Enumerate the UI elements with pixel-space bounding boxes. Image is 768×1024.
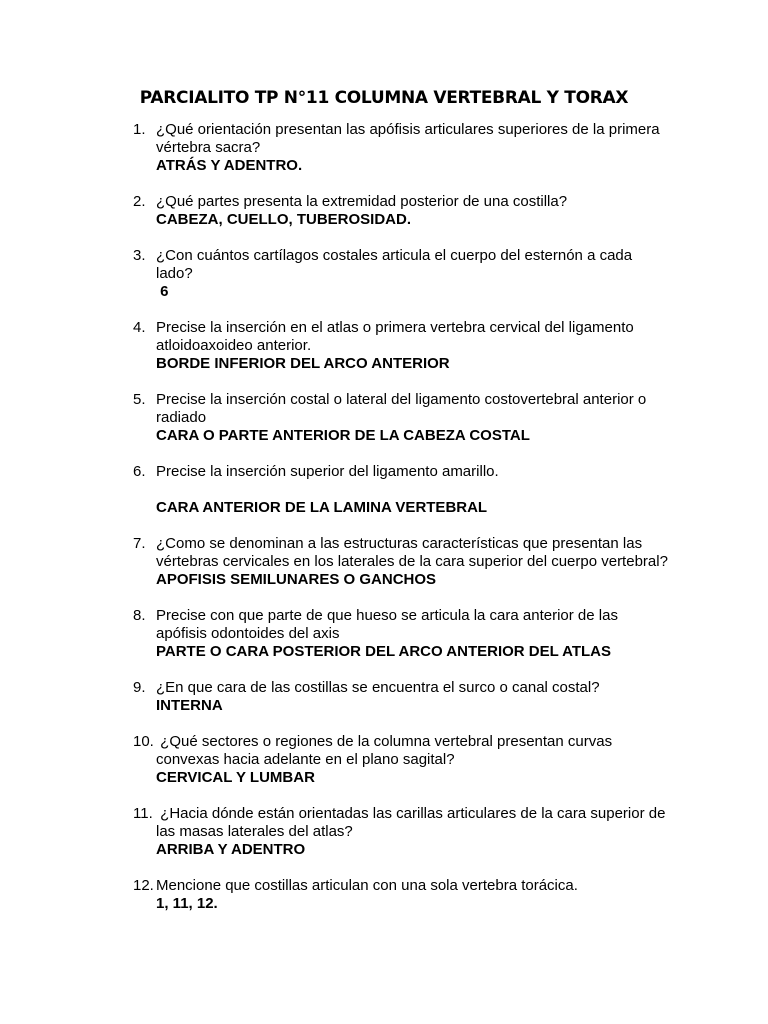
question-number: 2. (133, 193, 146, 210)
question-number: 6. (133, 463, 146, 480)
question-item-1 (0, 121, 768, 175)
question-number: 7. (133, 535, 146, 552)
question-number: 9. (133, 679, 146, 696)
question-item-4 (0, 319, 768, 373)
question-number: 5. (133, 391, 146, 408)
answer-text: ATRÁS Y ADENTRO. (156, 157, 303, 174)
question-number: 12. (133, 877, 154, 894)
question-text: ¿Qué orientación presentan las apófisis articulares superiores de la primera vértebra sacra? (156, 121, 660, 156)
question-text: ¿En que cara de las costillas se encuentra el surco o canal costal? (156, 679, 600, 696)
question-item-3 (0, 247, 768, 301)
question-text: Precise la inserción costal o lateral del ligamento costovertebral anterior o radiado (156, 391, 647, 426)
answer-text: CERVICAL Y LUMBAR (156, 769, 315, 786)
answer-text: 1, 11, 12. (156, 895, 218, 912)
page-title: PARCIALITO TP N°11 COLUMNA VERTEBRAL Y TORAX (139, 88, 629, 108)
answer-text: CARA O PARTE ANTERIOR DE LA CABEZA COSTAL (156, 427, 530, 444)
question-number: 4. (133, 319, 146, 336)
question-number: 8. (133, 607, 146, 624)
question-item-8 (0, 607, 768, 661)
question-number: 11. (133, 805, 153, 822)
answer-text: INTERNA (156, 697, 223, 714)
question-text: Mencione que costillas articulan con una sola vertebra torácica. (156, 877, 578, 894)
question-text: Precise la inserción superior del ligamento amarillo. (156, 463, 499, 480)
question-text: Precise con que parte de que hueso se articula la cara anterior de las apófisis odontoides del axis (156, 607, 618, 642)
question-item-10 (0, 733, 768, 787)
question-text: ¿Hacia dónde están orientadas las carillas articulares de la cara superior de las masas laterales del atlas? (156, 805, 670, 840)
blank-line (156, 481, 668, 499)
answer-text: CARA ANTERIOR DE LA LAMINA VERTEBRAL (156, 499, 488, 516)
question-item-9 (0, 679, 768, 715)
question-number: 1. (133, 121, 146, 138)
answer-text: CABEZA, CUELLO, TUBEROSIDAD. (156, 211, 411, 228)
question-item-12 (0, 877, 768, 913)
question-item-7 (0, 535, 768, 589)
question-item-6 (0, 463, 768, 517)
answer-text: APOFISIS SEMILUNARES O GANCHOS (156, 571, 437, 588)
question-list (0, 121, 768, 931)
question-text: ¿Qué partes presenta la extremidad posterior de una costilla? (156, 193, 568, 210)
question-text: ¿Con cuántos cartílagos costales articula el cuerpo del esternón a cada lado? (156, 247, 633, 282)
answer-text: ARRIBA Y ADENTRO (156, 841, 306, 858)
question-number: 10. (133, 733, 154, 750)
question-text: ¿Qué sectores o regiones de la columna vertebral presentan curvas convexas hacia adelante en el plano sagital? (156, 733, 617, 768)
answer-text: PARTE O CARA POSTERIOR DEL ARCO ANTERIOR DEL ATLAS (156, 643, 612, 660)
answer-text: BORDE INFERIOR DEL ARCO ANTERIOR (156, 355, 450, 372)
question-number: 3. (133, 247, 146, 264)
question-item-11 (0, 805, 768, 859)
answer-text: 6 (156, 283, 169, 300)
question-item-2 (0, 193, 768, 229)
question-text: ¿Como se denominan a las estructuras características que presentan las vértebras cervicales en los laterales de la cara superior del cuerpo vertebral? (156, 535, 668, 570)
question-text: Precise la inserción en el atlas o primera vertebra cervical del ligamento atloidoaxoideo anterior. (156, 319, 634, 354)
question-item-5 (0, 391, 768, 445)
